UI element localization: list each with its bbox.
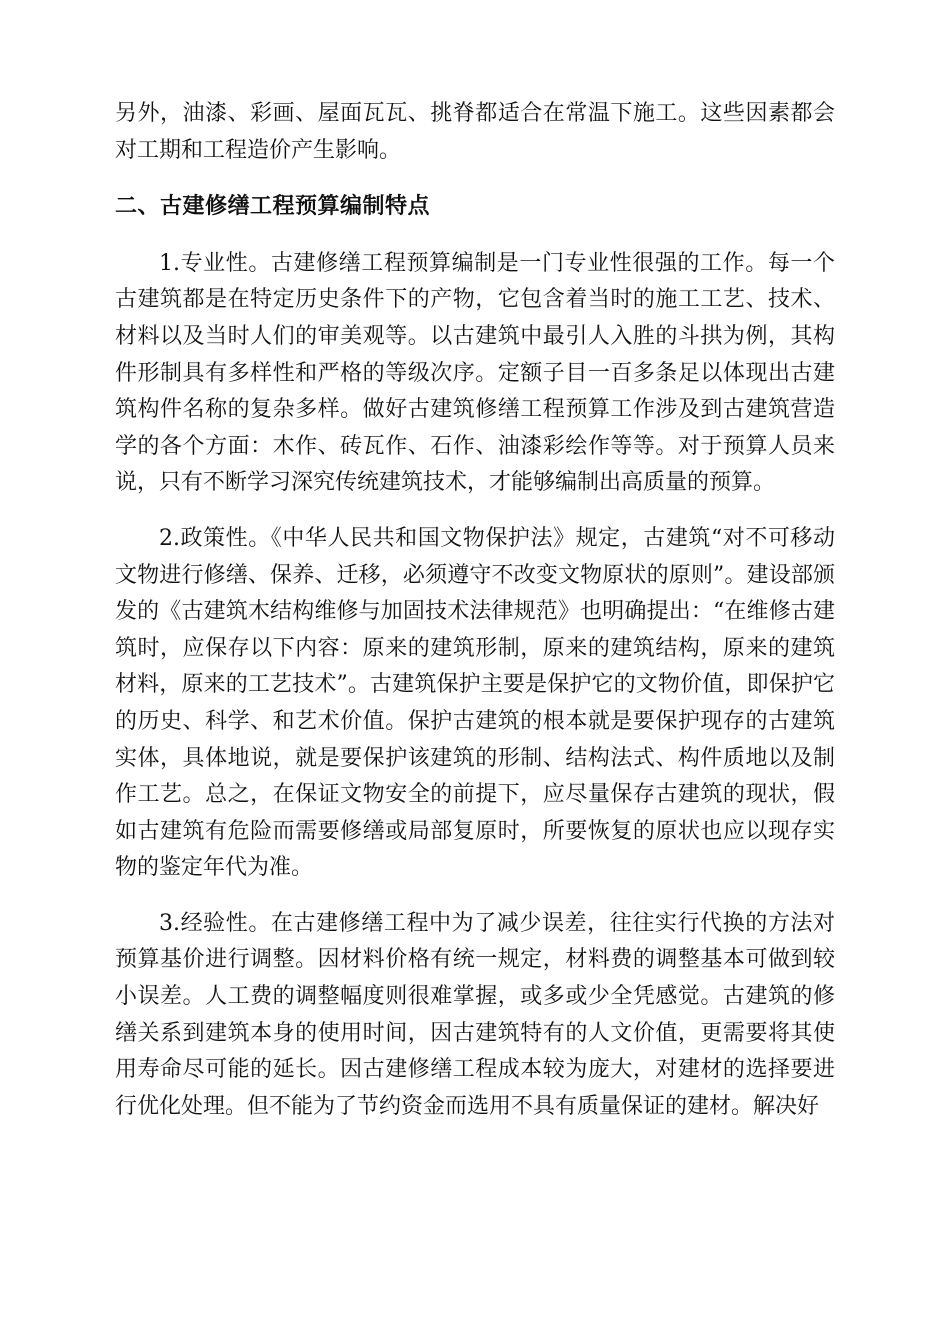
document-page <box>115 96 835 1125</box>
paragraph-intro-continuation: 另外，油漆、彩画、屋面瓦瓦、挑脊都适合在常温下施工。这些因素都会对工期和工程造价产生影响。 <box>115 101 835 163</box>
section-heading: 二、古建修缮工程预算编制特点 <box>115 194 431 220</box>
paragraph-point-3-experience: 3.经验性。在古建修缮工程中为了减少误差，往往实行代换的方法对预算基价进行调整。因材料价格有统一规定，材料费的调整基本可做到较小误差。人工费的调整幅度则很难掌握，或多或少全凭感觉。古建筑的修缮关系到建筑本身的使用时间，因古建筑特有的人文价值，更需要将其使用寿命尽可能的延长。因古建修缮工程成本较为庞大，对建材的选择要进行优化处理。但不能为了节约资金而选用不具有质量保证的建材。解决好 <box>115 910 835 1119</box>
paragraph-point-2-policy: 2.政策性。《中华人民共和国文物保护法》规定，古建筑“对不可移动文物进行修缮、保养、迁移，必须遵守不改变文物原状的原则”。建设部颁发的《古建筑木结构维修与加固技术法律规范》也明确提出：“在维修古建筑时，应保存以下内容：原来的建筑形制，原来的建筑结构，原来的建筑材料，原来的工艺技术”。古建筑保护主要是保护它的文物价值，即保护它的历史、科学、和艺术价值。保护古建筑的根本就是要保护现存的古建筑实体，具体地说，就是要保护该建筑的形制、结构法式、构件质地以及制作工艺。总之，在保证文物安全的前提下，应尽量保存古建筑的现状，假如古建筑有危险而需要修缮或局部复原时，所要恢复的原状也应以现存实物的鉴定年代为准。 <box>115 525 835 881</box>
paragraph-point-1-professional: 1.专业性。古建修缮工程预算编制是一门专业性很强的工作。每一个古建筑都是在特定历史条件下的产物，它包含着当时的施工工艺、技术、材料以及当时人们的审美观等。以古建筑中最引人入胜的斗拱为例，其构件形制具有多样性和严格的等级次序。定额子目一百多条足以体现出古建筑构件名称的复杂多样。做好古建筑修缮工程预算工作涉及到古建筑营造学的各个方面：木作、砖瓦作、石作、油漆彩绘作等等。对于预算人员来说，只有不断学习深究传统建筑技术，才能够编制出高质量的预算。 <box>115 250 835 496</box>
